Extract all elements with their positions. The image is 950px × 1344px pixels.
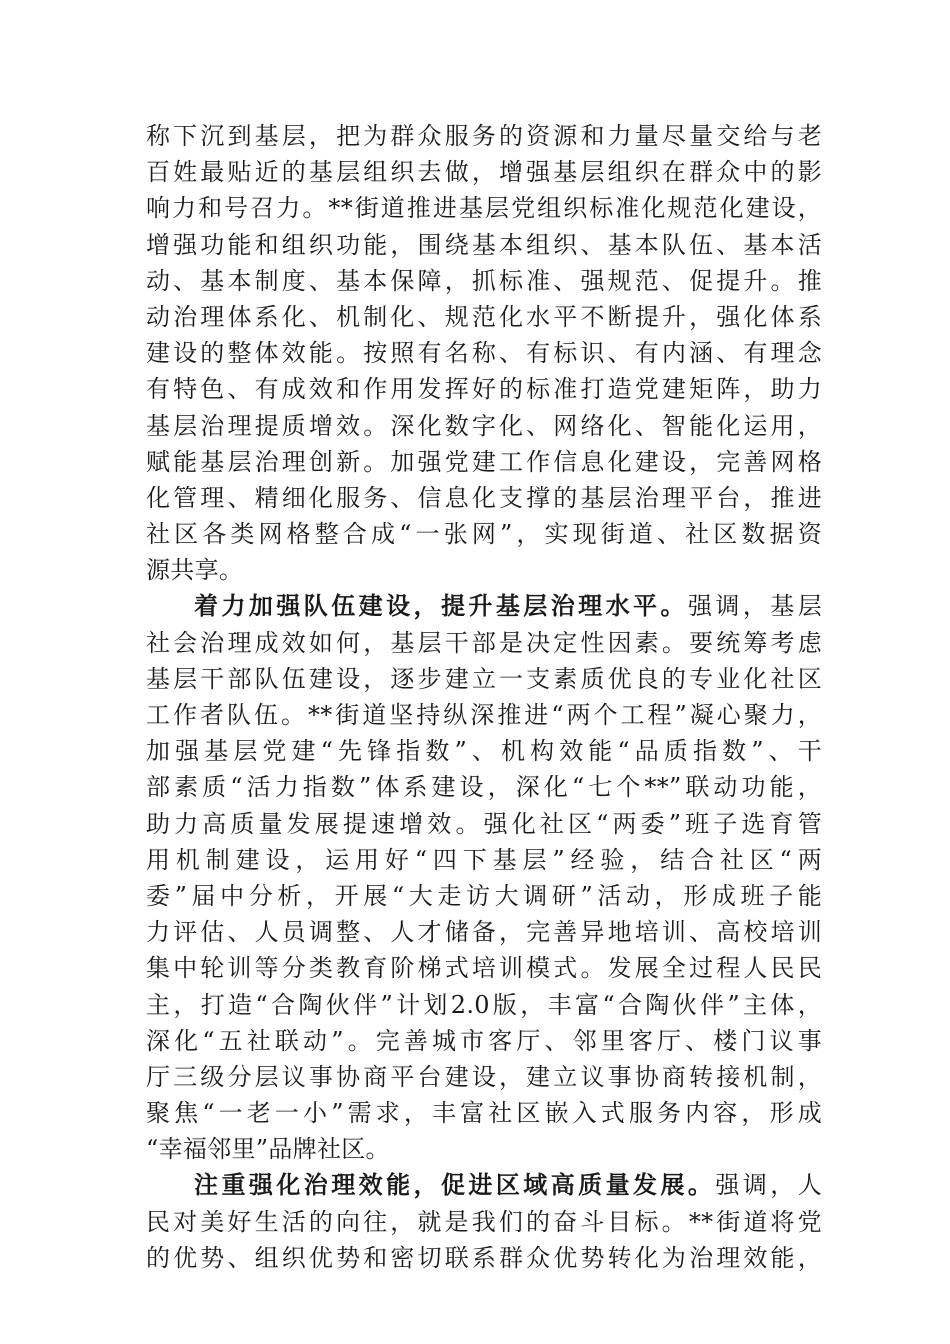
paragraph2-line: 基层干部队伍建设，逐步建立一支素质优良的专业化社区 — [146, 664, 822, 693]
paragraph1-line: 称下沉到基层，把为群众服务的资源和力量尽量交给与老 — [146, 122, 822, 150]
paragraph1-line: 响力和号召力。**街道推进基层党组织标准化规范化建设， — [146, 194, 822, 223]
document-body — [146, 118, 822, 1276]
paragraph2-line: 力评估、人员调整、人才储备，完善异地培训、高校培训 — [146, 918, 822, 947]
paragraph1-line: 动、基本制度、基本保障，抓标准、强规范、促提升。推 — [146, 266, 822, 295]
paragraph1-line: 有特色、有成效和作用发挥好的标准打造党建矩阵，助力 — [146, 375, 822, 404]
paragraph2-line: 集中轮训等分类教育阶梯式培训模式。发展全过程人民民 — [146, 954, 822, 983]
paragraph1-line: 赋能基层治理创新。加强党建工作信息化建设，完善网格 — [146, 447, 822, 476]
paragraph2-line: 聚焦“一老一小”需求，丰富社区嵌入式服务内容，形成 — [146, 1099, 822, 1128]
paragraph3-line: 民对美好生活的向往，就是我们的奋斗目标。**街道将党 — [146, 1207, 822, 1236]
paragraph1-line: 基层治理提质增效。深化数字化、网络化、智能化运用， — [146, 411, 822, 440]
paragraph2-line: 委”届中分析，开展“大走访大调研”活动，形成班子能 — [146, 881, 822, 910]
paragraph2-line: 深化“五社联动”。完善城市客厅、邻里客厅、楼门议事 — [146, 1026, 822, 1055]
paragraph2-line: 厅三级分层议事协商平台建设，建立议事协商转接机制， — [146, 1062, 822, 1091]
paragraph1-line: 建设的整体效能。按照有名称、有标识、有内涵、有理念 — [146, 339, 822, 368]
paragraph2-line: “幸福邻里”品牌社区。 — [146, 1135, 390, 1164]
paragraph1-line: 源共享。 — [146, 556, 244, 585]
paragraph2-first-line-text: 强调，基层 — [687, 592, 822, 621]
paragraph1-line: 动治理体系化、机制化、规范化水平不断提升，强化体系 — [146, 302, 822, 331]
paragraph2-line: 部素质“活力指数”体系建设，深化“七个**”联动功能， — [146, 773, 822, 802]
paragraph1-line: 社区各类网格整合成“一张网”，实现街道、社区数据资 — [146, 520, 822, 549]
paragraph3-heading: 注重强化治理效能，促进区域高质量发展。 — [194, 1171, 716, 1200]
paragraph3-first-line — [146, 1167, 822, 1203]
paragraph2-line: 加强基层党建“先锋指数”、机构效能“品质指数”、干 — [146, 737, 822, 766]
paragraph3-line: 的优势、组织优势和密切联系群众优势转化为治理效能， — [146, 1243, 822, 1272]
paragraph2-line: 用机制建设，运用好“四下基层”经验，结合社区“两 — [146, 845, 822, 874]
paragraph2-line: 主，打造“合陶伙伴”计划2.0版，丰富“合陶伙伴”主体， — [146, 990, 822, 1019]
paragraph2-heading: 着力加强队伍建设，提升基层治理水平。 — [194, 592, 688, 621]
paragraph2-line: 工作者队伍。**街道坚持纵深推进“两个工程”凝心聚力， — [146, 701, 822, 729]
paragraph1-line: 百姓最贴近的基层组织去做，增强基层组织在群众中的影 — [146, 158, 822, 187]
paragraph2-first-line — [146, 588, 822, 624]
paragraph2-line: 助力高质量发展提速增效。强化社区“两委”班子选育管 — [146, 809, 822, 838]
paragraph3-first-line-text: 强调，人 — [715, 1171, 822, 1200]
paragraph1-line: 化管理、精细化服务、信息化支撑的基层治理平台，推进 — [146, 483, 822, 512]
paragraph1-line: 增强功能和组织功能，围绕基本组织、基本队伍、基本活 — [146, 230, 822, 259]
paragraph2-line: 社会治理成效如何，基层干部是决定性因素。要统筹考虑 — [146, 628, 822, 657]
